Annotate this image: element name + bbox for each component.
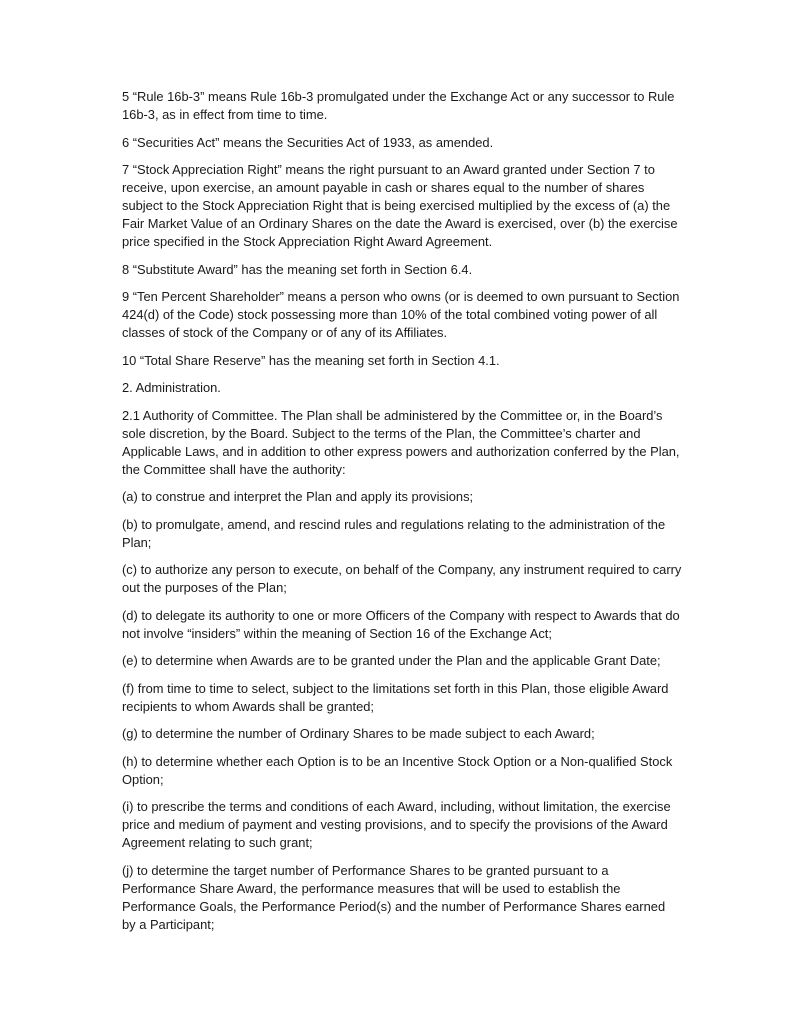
- authority-item-f: (f) from time to time to select, subject to the limitations set forth in this Plan, those eligible Award recipients to whom Awards shall be granted;: [122, 680, 669, 714]
- definition-stock-appreciation-right: 7 “Stock Appreciation Right” means the right pursuant to an Award granted under Section 7 to receive, upon exercise, an amount payable in cash or shares equal to the number of shares subject to the Stock Appreciation Right that is being exercised multiplied by the excess of (a) the Fair Market Value of an Ordinary Shares on the date the Award is exercised, over (b) the exercise price specified in the Stock Appreciation Right Award Agreement.: [122, 162, 678, 249]
- authority-item-c: (c) to authorize any person to execute, on behalf of the Company, any instrument required to carry out the purposes of the Plan;: [122, 562, 682, 595]
- authority-item-e: (e) to determine when Awards are to be granted under the Plan and the applicable Grant Date;: [122, 653, 661, 668]
- definition-total-share-reserve: 10 “Total Share Reserve” has the meaning set forth in Section 4.1.: [122, 352, 500, 368]
- section-heading-administration: 2. Administration.: [122, 380, 221, 395]
- definition-rule-16b-3: 5 “Rule 16b-3” means Rule 16b-3 promulgated under the Exchange Act or any successor to Rule 16b-3, as in effect from time to time.: [122, 89, 675, 122]
- authority-item-j: (j) to determine the target number of Performance Shares to be granted pursuant to a Performance Share Award, the performance measures that will be used to establish the Performance Goals, the Performance Period(s) and the number of Performance Shares earned by a Participant;: [122, 862, 666, 932]
- authority-item-g: (g) to determine the number of Ordinary Shares to be made subject to each Award;: [122, 726, 595, 741]
- section-2-1-authority-of-committee: 2.1 Authority of Committee. The Plan shall be administered by the Committee or, in the Board’s sole discretion, by the Board. Subject to the terms of the Plan, the Committee’s charter and Applicable Laws, and in addition to other express powers and authorization conferred by the Plan, the Committee shall have the authority:: [122, 407, 680, 477]
- document-body: [122, 88, 682, 943]
- authority-item-d: (d) to delegate its authority to one or more Officers of the Company with respect to Awards that do not involve “insiders” within the meaning of Section 16 of the Exchange Act;: [122, 607, 680, 641]
- definition-ten-percent-shareholder: 9 “Ten Percent Shareholder” means a person who owns (or is deemed to own pursuant to Section 424(d) of the Code) stock possessing more than 10% of the total combined voting power of all classes of stock of the Company or of any of its Affiliates.: [122, 289, 680, 340]
- authority-item-b: (b) to promulgate, amend, and rescind rules and regulations relating to the administration of the Plan;: [122, 516, 666, 550]
- definition-substitute-award: 8 “Substitute Award” has the meaning set forth in Section 6.4.: [122, 261, 473, 277]
- authority-item-i: (i) to prescribe the terms and conditions of each Award, including, without limitation, the exercise price and medium of payment and vesting provisions, and to specify the provisions of the Award Agreement relating to such grant;: [122, 799, 671, 850]
- authority-item-h: (h) to determine whether each Option is to be an Incentive Stock Option or a Non-qualified Stock Option;: [122, 753, 673, 787]
- authority-item-a: (a) to construe and interpret the Plan and apply its provisions;: [122, 489, 474, 504]
- definition-securities-act: 6 “Securities Act” means the Securities Act of 1933, as amended.: [122, 134, 494, 150]
